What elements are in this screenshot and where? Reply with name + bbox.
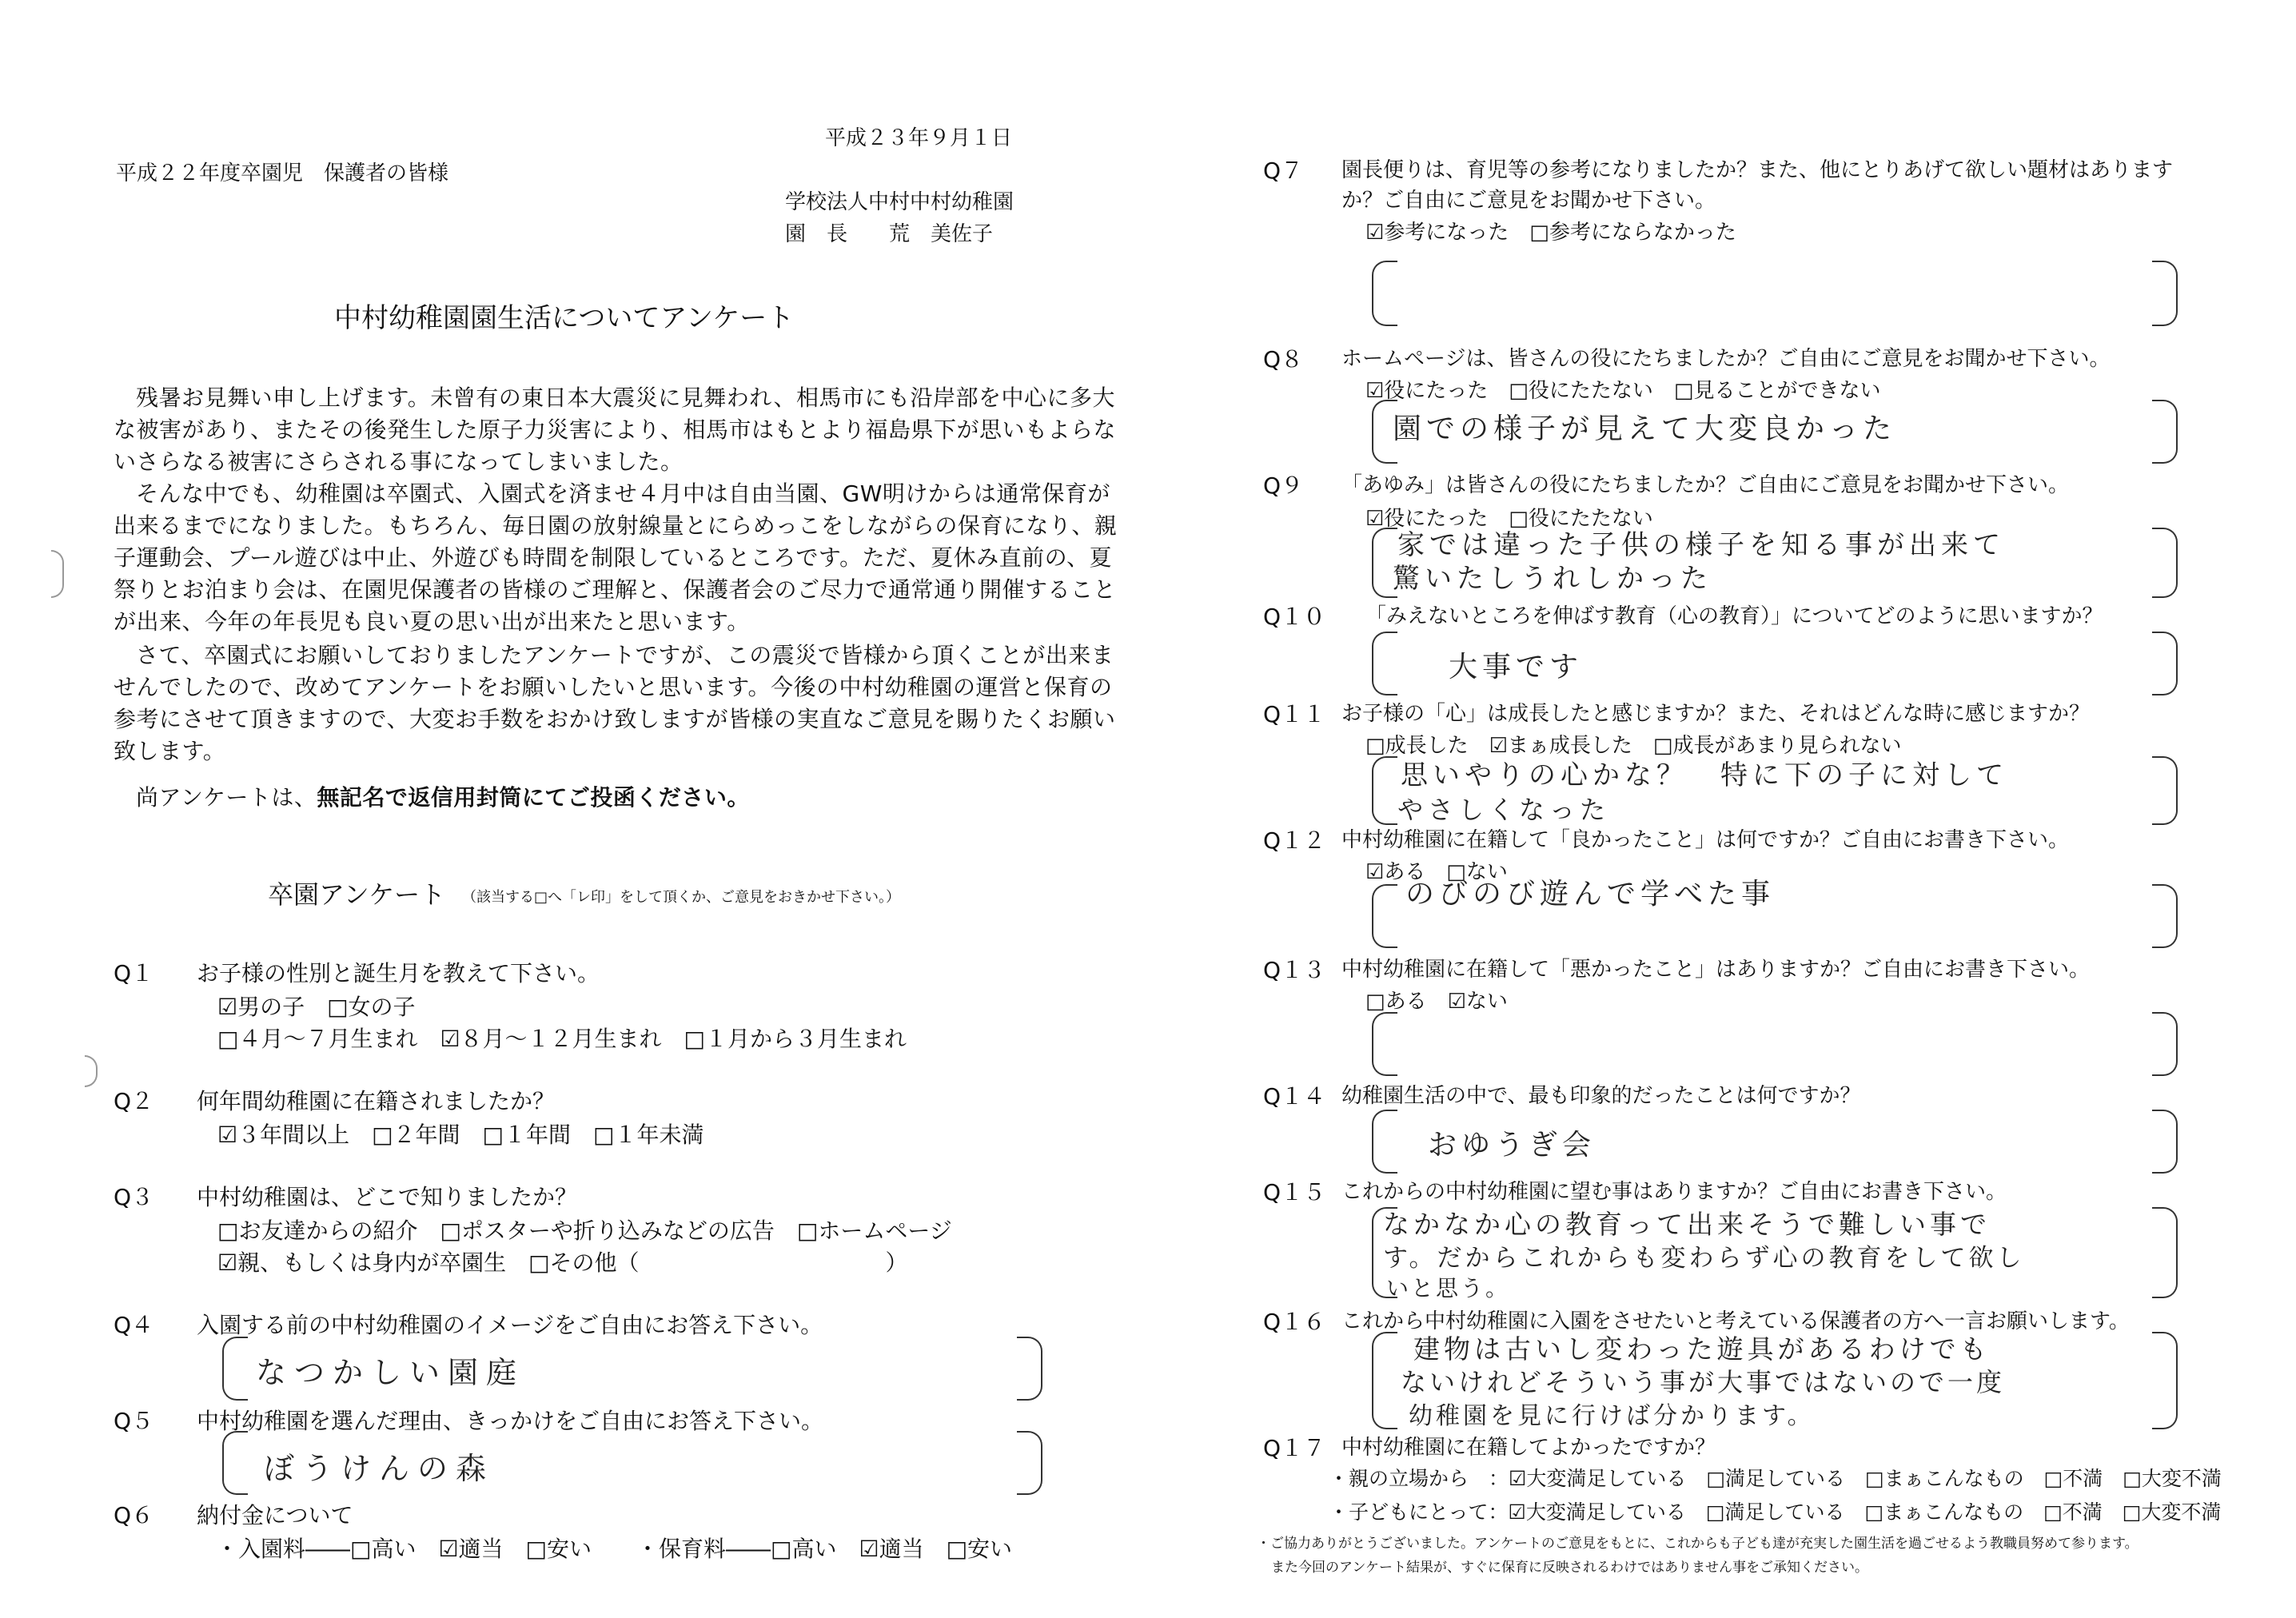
answer-bracket-right <box>2152 400 2178 464</box>
answer-bracket-right <box>1017 1337 1042 1401</box>
question-text: 中村幼稚園に在籍してよかったですか？ <box>1341 1436 1716 1460</box>
handwritten-answer[interactable]: なかなか心の教育って出来そうで難しい事で <box>1383 1209 1991 1240</box>
survey-title: 卒園アンケート <box>268 879 446 910</box>
question-text: 入園する前の中村幼稚園のイメージをご自由にお答え下さい。 <box>197 1312 823 1338</box>
answer-bracket-left <box>1372 1110 1397 1174</box>
handwritten-answer[interactable]: ないけれどそういう事が大事ではないので一度 <box>1401 1367 2006 1397</box>
question-text: これからの中村幼稚園に望む事はありますか？ご自由にお書き下さい。 <box>1341 1180 2007 1204</box>
letter-line: 残暑お見舞い申し上げます。未曾有の東日本大震災に見舞われ、相馬市にも沿岸部を中心に多大 <box>136 385 1115 411</box>
question-text: 中村幼稚園は、どこで知りましたか？ <box>197 1184 578 1210</box>
handwritten-answer[interactable]: なつかしい園庭 <box>256 1355 525 1390</box>
question-number: Q９ <box>1263 472 1304 499</box>
question-number: Q５ <box>114 1408 154 1434</box>
handwritten-answer[interactable]: 園での様子が見えて大変良かった <box>1393 412 1897 445</box>
handwritten-answer[interactable]: 家では違った子供の様子を知る事が出来て <box>1397 529 2005 561</box>
document-date: 平成２３年９月１日 <box>825 126 1013 150</box>
question-number: Q１２ <box>1263 827 1326 854</box>
answer-bracket-right <box>2152 1012 2178 1076</box>
answer-bracket-left <box>1372 1332 1397 1429</box>
handwritten-answer[interactable]: いと思う。 <box>1386 1275 1511 1301</box>
principal-name: 園 長 荒 美佐子 <box>785 222 994 246</box>
question-number: Q３ <box>114 1184 154 1210</box>
handwritten-answer[interactable]: やさしくなった <box>1397 795 1611 825</box>
answer-bracket-left <box>1372 756 1397 825</box>
letter-line: な被害があり、またその後発生した原子力災害により、相馬市はもとより福島県下が思いもよらな <box>114 416 1117 443</box>
question-text: 何年間幼稚園に在籍されましたか？ <box>197 1088 556 1114</box>
answer-options[interactable]: ☑男の子 □女の子 <box>217 994 416 1020</box>
question-number: Q７ <box>1263 157 1304 184</box>
letter-line: 出来るまでになりました。もちろん、毎日園の放射線量とにらめっこをしながらの保育になり、親 <box>114 512 1118 539</box>
question-number: Q１５ <box>1263 1179 1326 1206</box>
letter-line: 参考にさせて頂きますので、大変お手数をおかけ致しますが皆様の実直なご意見を賜りたくお願い <box>114 706 1116 732</box>
answer-options[interactable]: ☑役にたった □役にたたない <box>1365 507 1653 531</box>
answer-options[interactable]: ☑ある □ない <box>1365 860 1508 884</box>
answer-bracket-left <box>1372 1012 1397 1076</box>
answer-bracket-right <box>2152 884 2178 948</box>
question-number: Q１１ <box>1263 701 1326 727</box>
submission-note <box>136 780 750 812</box>
answer-bracket-right <box>2152 1110 2178 1174</box>
question-number: Q４ <box>114 1312 154 1338</box>
question-number: Q１７ <box>1263 1435 1326 1461</box>
answer-bracket-right <box>2152 1332 2178 1429</box>
answer-bracket-left <box>222 1431 248 1495</box>
letter-line: さて、卒園式にお願いしておりましたアンケートですが、この震災で皆様から頂くことが出来ま <box>136 642 1114 668</box>
letter-line: 致します。 <box>114 738 226 764</box>
question-number: Q１０ <box>1263 604 1326 630</box>
answer-options[interactable]: □お友達からの紹介 □ポスターや折り込みなどの広告 □ホームページ <box>217 1217 952 1244</box>
submission-note-prefix: 尚アンケートは、 <box>136 784 317 811</box>
answer-options[interactable]: ☑役にたった □役にたたない □見ることができない <box>1365 379 1881 403</box>
answer-options[interactable]: □４月～７月生まれ ☑８月～１２月生まれ □１月から３月生まれ <box>217 1026 907 1052</box>
question-text: 納付金について <box>197 1502 353 1528</box>
binding-hole-mark <box>51 550 64 598</box>
handwritten-answer[interactable]: 思いやりの心かな？ 特に下の子に対して <box>1401 759 2008 791</box>
handwritten-answer[interactable]: ぼうけんの森 <box>264 1451 495 1486</box>
handwritten-answer[interactable]: す。だからこれからも変わらず心の教育をして欲し <box>1383 1244 2025 1273</box>
handwritten-answer[interactable]: 幼稚園を見に行けば分かります。 <box>1409 1402 1815 1430</box>
question-text: 園長便りは、育児等の参考になりましたか？また、他にとりあげて欲しい題材はあります <box>1341 158 2174 182</box>
handwritten-answer[interactable]: 建物は古いし変わった遊具があるわけでも <box>1413 1333 1991 1365</box>
addressee: 平成２２年度卒園児 保護者の皆様 <box>116 161 449 185</box>
footer-note: また今回のアンケート結果が、すぐに保育に反映されるわけではありません事をご承知ください。 <box>1271 1560 1868 1576</box>
question-text: 中村幼稚園を選んだ理由、きっかけをご自由にお答え下さい。 <box>197 1408 824 1434</box>
letter-line: 祭りとお泊まり会は、在園児保護者の皆様のご理解と、保護者会のご尽力で通常通り開催すること <box>114 576 1117 603</box>
question-text: 「みえないところを伸ばす教育（心の教育）」についてどのように思いますか？ <box>1365 604 2103 628</box>
letter-line: 子運動会、プール遊びは中止、外遊びも時間を制限しているところです。ただ、夏休み直前の、夏 <box>114 544 1112 571</box>
answer-bracket-right <box>2152 528 2178 598</box>
handwritten-answer[interactable]: おゆうぎ会 <box>1428 1129 1596 1162</box>
answer-options[interactable]: ☑親、もしくは身内が卒園生 □その他（ ） <box>217 1249 908 1276</box>
question-text: これから中村幼稚園に入園をさせたいと考えている保護者の方へ一言お願いします。 <box>1341 1309 2130 1333</box>
satisfaction-row-child[interactable]: ・子どもにとって：☑大変満足している □満足している □まぁこんなもの □不満 □大変不満 <box>1329 1500 2222 1524</box>
letter-line: いさらなる被害にさらされる事になってしまいました。 <box>114 448 684 475</box>
answer-bracket-left <box>1372 261 1397 326</box>
answer-options[interactable]: ☑参考になった □参考にならなかった <box>1365 221 1736 245</box>
answer-bracket-left <box>1372 884 1397 948</box>
letter-line: せんでしたので、改めてアンケートをお願いしたいと思います。今後の中村幼稚園の運営と保育の <box>114 674 1113 700</box>
page-title: 中村幼稚園園生活についてアンケート <box>334 302 795 334</box>
question-number: Q１３ <box>1263 957 1326 983</box>
answer-options[interactable]: ・入園料――□高い ☑適当 □安い ・保育料――□高い ☑適当 □安い <box>216 1536 1013 1562</box>
organization-name: 学校法人中村中村幼稚園 <box>785 190 1014 214</box>
answer-bracket-left <box>222 1337 248 1401</box>
question-text: 幼稚園生活の中で、最も印象的だったことは何ですか？ <box>1341 1084 1861 1108</box>
answer-options[interactable]: □成長した ☑まぁ成長した □成長があまり見られない <box>1365 734 1902 758</box>
handwritten-answer[interactable]: 大事です <box>1449 651 1584 683</box>
question-text: か？ご自由にご意見をお聞かせ下さい。 <box>1341 189 1716 213</box>
question-number: Q８ <box>1263 346 1304 373</box>
answer-options[interactable]: □ある ☑ない <box>1365 990 1508 1014</box>
letter-line: そんな中でも、幼稚園は卒園式、入園式を済ませ４月中は自由当園、GW明けからは通常保育が <box>136 480 1110 507</box>
question-text: ホームページは、皆さんの役にたちましたか？ご自由にご意見をお聞かせ下さい。 <box>1341 347 2111 371</box>
submission-note-emphasis: 無記名で返信用封筒にてご投函ください。 <box>317 784 750 811</box>
question-number: Q６ <box>114 1502 154 1528</box>
letter-line: が出来、今年の年長児も良い夏の思い出が出来たと思います。 <box>114 608 750 635</box>
answer-options[interactable]: ☑３年間以上 □２年間 □１年間 □１年未満 <box>217 1122 704 1148</box>
answer-bracket-left <box>1372 632 1397 695</box>
question-number: Q１ <box>114 960 154 986</box>
question-number: Q１４ <box>1263 1083 1326 1110</box>
answer-bracket-right <box>2152 756 2178 825</box>
answer-bracket-right <box>1017 1431 1042 1495</box>
answer-bracket-right <box>2152 261 2178 326</box>
answer-bracket-right <box>2152 632 2178 695</box>
survey-instructions: （該当する□へ「レ印」をして頂くか、ご意見をおきかせ下さい。） <box>462 889 901 906</box>
question-number: Q１６ <box>1263 1309 1326 1335</box>
footer-note: ・ご協力ありがとうございました。アンケートのご意見をもとに、これからも子ども達が充実した園生活を過ごせるよう教職員努めて参ります。 <box>1257 1536 2139 1552</box>
question-text: お子様の性別と誕生月を教えて下さい。 <box>197 960 600 986</box>
binding-hole-mark <box>85 1055 98 1087</box>
question-text: 中村幼稚園に在籍して「悪かったこと」はありますか？ご自由にお書き下さい。 <box>1341 958 2091 982</box>
satisfaction-row-parent[interactable]: ・親の立場から ：☑大変満足している □満足している □まぁこんなもの □不満 □大変不満 <box>1329 1467 2222 1490</box>
answer-bracket-right <box>2152 1207 2178 1298</box>
question-text: 「あゆみ」は皆さんの役にたちましたか？ご自由にご意見をお聞かせ下さい。 <box>1341 473 2070 497</box>
question-text: お子様の「心」は成長したと感じますか？また、それはどんな時に感じますか？ <box>1341 702 2091 726</box>
question-text: 中村幼稚園に在籍して「良かったこと」は何ですか？ご自由にお書き下さい。 <box>1341 828 2070 852</box>
handwritten-answer[interactable]: のびのび遊んで学べた事 <box>1405 878 1776 911</box>
handwritten-answer[interactable]: 驚いたしうれしかった <box>1393 563 1712 595</box>
question-number: Q２ <box>114 1088 154 1114</box>
